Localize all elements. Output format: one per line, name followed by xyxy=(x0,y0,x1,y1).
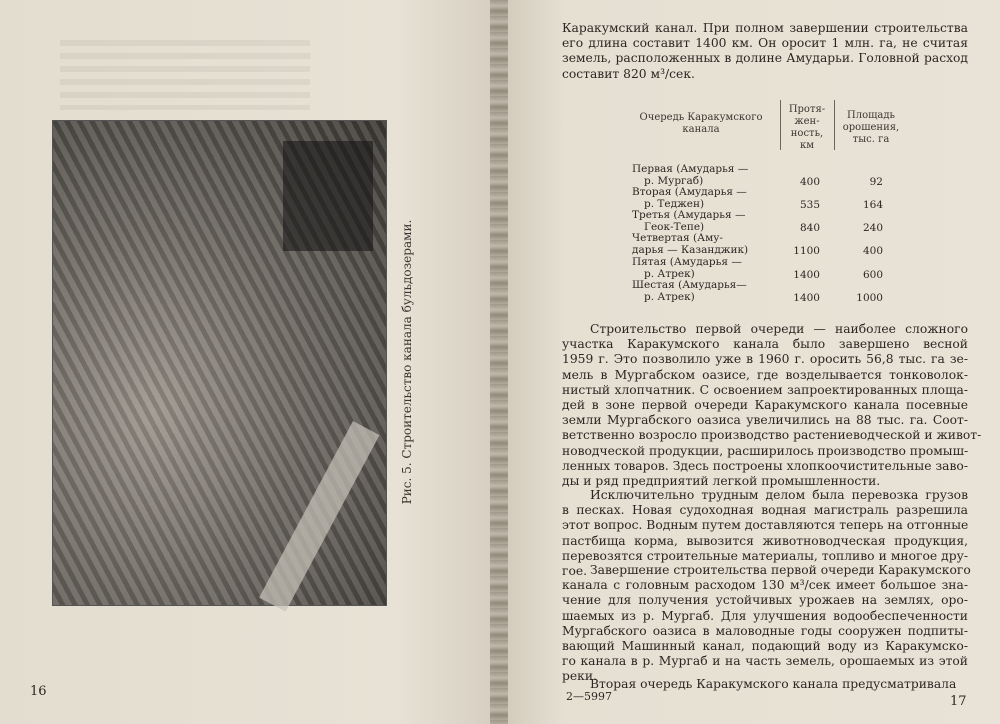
stage-name: Первая (Амударья — xyxy=(632,163,749,175)
paragraph-line: шаемых из р. Мургаб. Для улучшения водообеспеченности xyxy=(562,608,968,623)
paragraph-line: Вторая очередь Каракумского канала предусматривала xyxy=(590,677,957,691)
bleed-through-text xyxy=(60,40,310,110)
intro-line: земель, расположенных в долине Амударьи. Головной расход xyxy=(562,51,968,66)
figure-caption: Рис. 5. Строительство канала бульдозерами. xyxy=(400,219,414,505)
paragraph-line: гое. xyxy=(562,564,588,579)
figure-caption-container xyxy=(392,120,422,604)
paragraph-second-stage xyxy=(562,677,968,692)
book-spine xyxy=(490,0,508,724)
intro-line: составит 820 м³/сек. xyxy=(562,66,695,81)
table-header-stage: Очередь Каракумского канала xyxy=(639,112,763,135)
stage-name-cont: дарья — Казанджик) xyxy=(632,244,749,256)
paragraph-line: новодческой продукции, расширилось производство промыш- xyxy=(562,443,969,458)
stage-name: Третья (Амударья — xyxy=(632,209,746,221)
paragraph-line: реки. xyxy=(562,669,597,684)
stage-name-cont: Геок-Тепе) xyxy=(644,221,705,233)
intro-line: его длина составит 1400 км. Он оросит 1 млн. га, не считая xyxy=(562,36,968,51)
printer-signature: 2—5997 xyxy=(566,690,612,703)
left-page xyxy=(0,0,494,724)
stage-area: 600 xyxy=(862,269,883,281)
stage-name: Четвертая (Аму- xyxy=(632,232,723,244)
paragraph-completion xyxy=(562,563,971,685)
table-divider xyxy=(780,100,781,150)
paragraph-first-stage xyxy=(562,322,982,489)
paragraph-line: перевозятся строительные материалы, топливо и многое дру- xyxy=(562,548,968,563)
paragraph-line: в песках. Новая судоходная водная магистраль разрешила xyxy=(562,503,968,518)
left-page-number: 16 xyxy=(30,684,47,699)
paragraph-line: пастбища корма, вывозится животноводческая продукция, xyxy=(562,533,968,548)
stage-length: 1400 xyxy=(793,292,820,304)
table-header-area: Площадь орошения, тыс. га xyxy=(842,110,900,145)
stage-name: Вторая (Амударья — xyxy=(632,186,747,198)
stage-length: 840 xyxy=(799,222,820,234)
paragraph-line: чение для получения устойчивых урожаев на землях, оро- xyxy=(562,593,968,608)
paragraph-line: дей в зоне первой очереди Каракумского канала посевные xyxy=(562,398,968,413)
paragraph-line: этот вопрос. Водным путем доставляются теперь на отгонные xyxy=(562,518,969,533)
stage-area: 92 xyxy=(869,176,883,188)
table-divider xyxy=(834,100,835,150)
intro-line: Каракумский канал. При полном завершении строительства xyxy=(562,21,968,35)
bulldozer-cab-shape xyxy=(283,141,373,251)
stage-name-cont: р. Атрек) xyxy=(644,291,695,303)
stage-length: 400 xyxy=(799,176,820,188)
stage-area: 164 xyxy=(862,199,883,211)
bulldozer-boom-shape xyxy=(259,421,379,612)
paragraph-line: вающий Машинный канал, подающий воду из Каракумско- xyxy=(562,639,968,654)
stage-name-cont: р. Мургаб) xyxy=(644,175,704,187)
paragraph-line: ды и ряд предприятий легкой промышленности. xyxy=(562,474,881,489)
stage-name: Шестая (Амударья— xyxy=(632,279,747,291)
stage-length: 1400 xyxy=(793,269,820,281)
stage-area: 240 xyxy=(862,222,883,234)
stage-length: 1100 xyxy=(793,245,820,257)
paragraph-line: участка Каракумского канала было завершено весной xyxy=(562,337,968,352)
paragraph-line: Исключительно трудным делом была перевозка грузов xyxy=(590,488,968,502)
paragraph-line: ветственно возросло производство растениеводческой и живот- xyxy=(562,428,982,443)
bulldozer-photo xyxy=(52,120,387,606)
paragraph-line: ленных товаров. Здесь построены хлопкоочистительные заво- xyxy=(562,458,968,473)
paragraph-line: 1959 г. Это позволило уже в 1960 г. оросить 56,8 тыс. га зе- xyxy=(562,352,968,367)
paragraph-line: земли Мургабского оазиса увеличились на 88 тыс. га. Соот- xyxy=(562,413,968,428)
stage-name: Пятая (Амударья — xyxy=(632,256,742,268)
paragraph-line: го канала в р. Мургаб и на часть земель, орошаемых из этой xyxy=(562,654,968,669)
paragraph-line: нистый хлопчатник. С освоением запроектированных площа- xyxy=(562,382,968,397)
paragraph-line: канала с головным расходом 130 м³/сек имеет большое зна- xyxy=(562,578,968,593)
stage-length: 535 xyxy=(799,199,820,211)
stage-area: 400 xyxy=(862,245,883,257)
right-page-number: 17 xyxy=(950,694,967,709)
stage-area: 1000 xyxy=(856,292,883,304)
table-header-length: Протя-жен-ность, км xyxy=(788,104,826,151)
intro-paragraph xyxy=(562,21,968,82)
stage-name-cont: р. Атрек) xyxy=(644,268,695,280)
paragraph-line: мель в Мургабском оазисе, где возделывается тонковолок- xyxy=(562,367,968,382)
paragraph-line: Завершение строительства первой очереди Каракумского xyxy=(590,563,971,577)
stage-name-cont: р. Теджен) xyxy=(644,198,705,210)
paragraph-line: Мургабского оазиса в маловодные годы сооружен подпиты- xyxy=(562,623,968,638)
paragraph-line: Строительство первой очереди — наиболее сложного xyxy=(590,322,968,336)
